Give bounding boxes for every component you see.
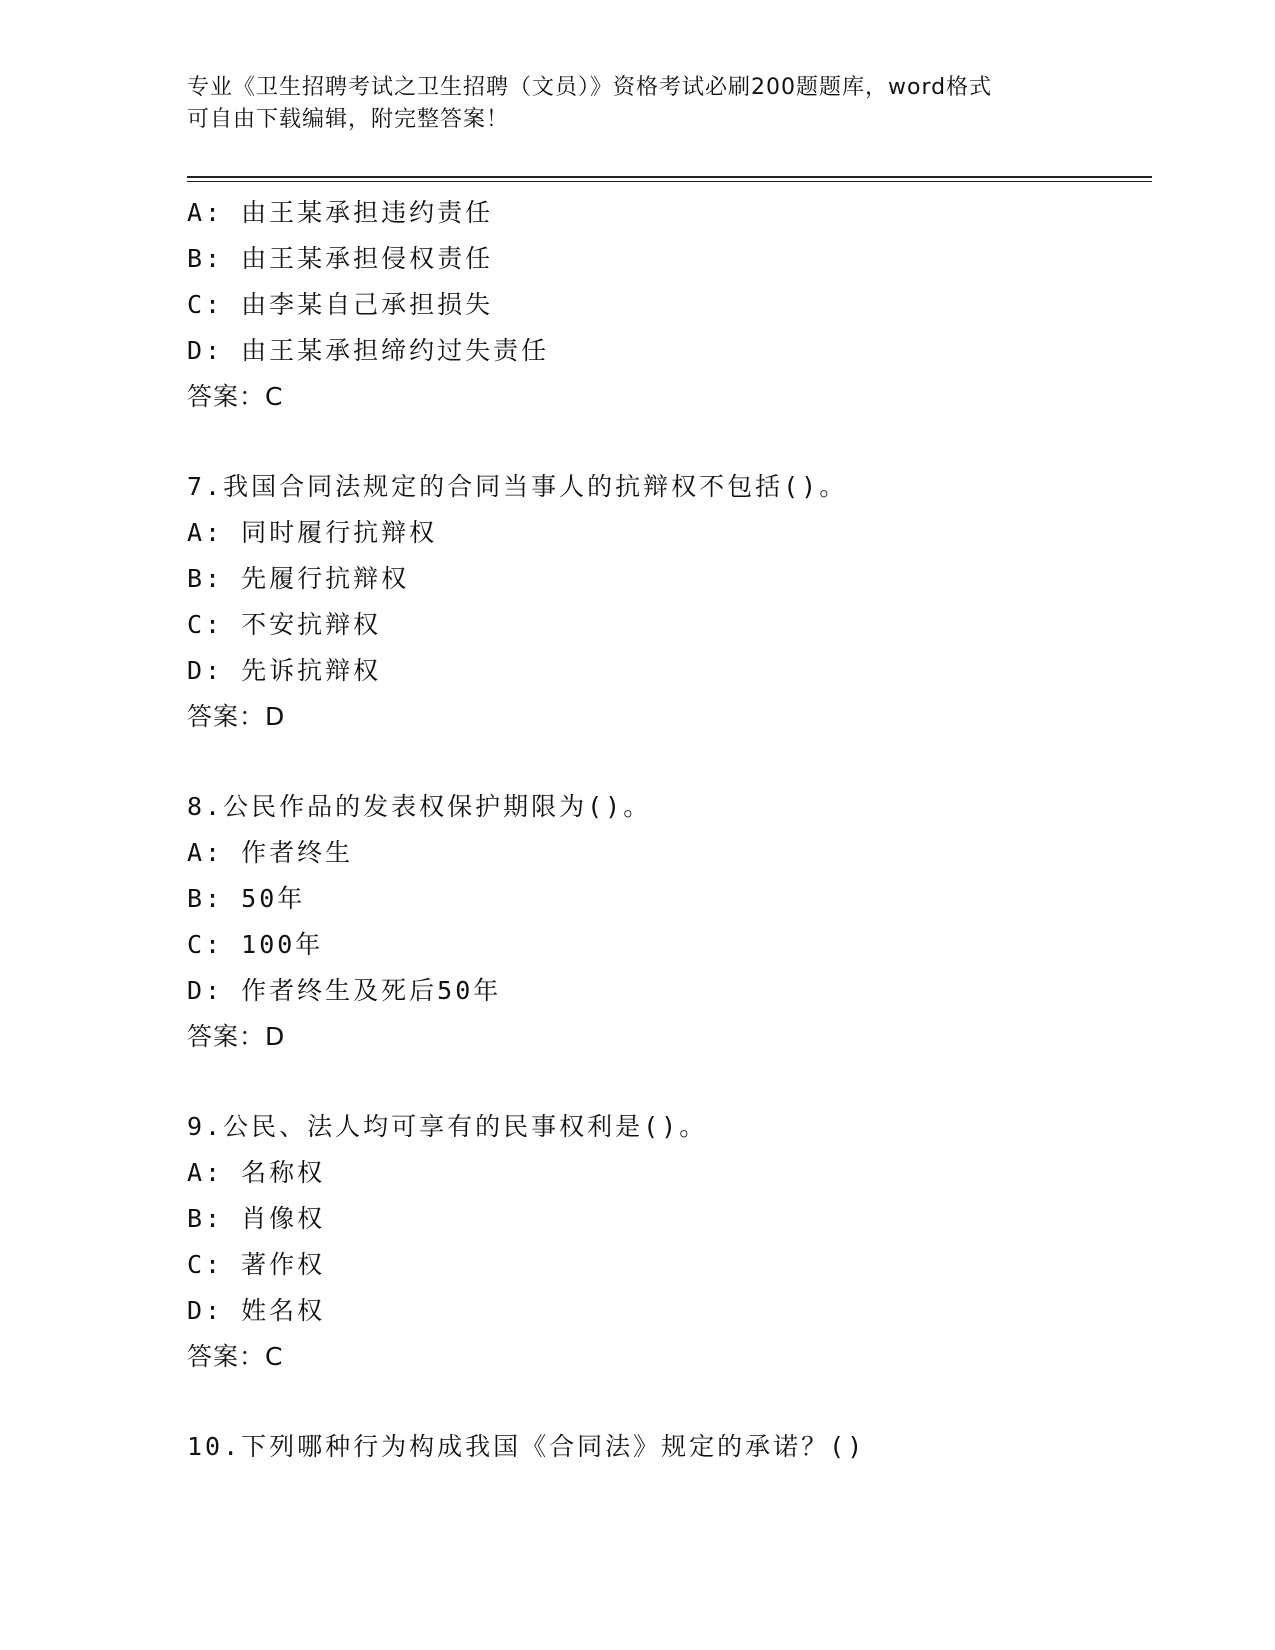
document-header <box>187 72 1087 136</box>
question-8-block <box>187 784 1152 1060</box>
spacer <box>187 420 1152 464</box>
question-6-block <box>187 190 1152 420</box>
spacer <box>187 1380 1152 1424</box>
question-10-text: 10.下列哪种行为构成我国《合同法》规定的承诺？() <box>187 1432 866 1461</box>
question-6-option-d: D: 由王某承担缔约过失责任 <box>187 336 550 365</box>
question-10-block <box>187 1424 1152 1470</box>
question-7-block <box>187 464 1152 740</box>
question-6-option-c: C: 由李某自己承担损失 <box>187 290 494 319</box>
question-7-option-c: C: 不安抗辩权 <box>187 610 382 639</box>
question-9-block <box>187 1104 1152 1380</box>
question-8-text: 8.公民作品的发表权保护期限为()。 <box>187 792 652 821</box>
header-divider-thin <box>187 181 1152 182</box>
question-6-answer: 答案：C <box>187 382 284 411</box>
question-9-option-a: A: 名称权 <box>187 1158 326 1187</box>
question-9-answer: 答案：C <box>187 1342 284 1371</box>
question-7-answer: 答案：D <box>187 702 286 731</box>
header-divider-thick <box>187 176 1152 178</box>
question-8-option-b: B: 50年 <box>187 884 306 913</box>
question-9-text: 9.公民、法人均可享有的民事权利是()。 <box>187 1112 708 1141</box>
question-7-option-a: A: 同时履行抗辩权 <box>187 518 438 547</box>
question-9-option-d: D: 姓名权 <box>187 1296 326 1325</box>
question-8-option-a: A: 作者终生 <box>187 838 354 867</box>
header-title-line-2: 可自由下载编辑，附完整答案！ <box>187 107 510 132</box>
question-list <box>187 190 1152 1470</box>
header-title-line-1: 专业《卫生招聘考试之卫生招聘（文员）》资格考试必刷200题题库，word格式 <box>187 75 993 100</box>
question-8-option-c: C: 100年 <box>187 930 324 959</box>
question-8-answer: 答案：D <box>187 1022 286 1051</box>
question-7-option-d: D: 先诉抗辩权 <box>187 656 382 685</box>
question-6-option-b: B: 由王某承担侵权责任 <box>187 244 494 273</box>
question-6-option-a: A: 由王某承担违约责任 <box>187 198 494 227</box>
question-8-option-d: D: 作者终生及死后50年 <box>187 976 502 1005</box>
spacer <box>187 740 1152 784</box>
question-9-option-b: B: 肖像权 <box>187 1204 326 1233</box>
spacer <box>187 1060 1152 1104</box>
question-7-text: 7.我国合同法规定的合同当事人的抗辩权不包括()。 <box>187 472 848 501</box>
question-9-option-c: C: 著作权 <box>187 1250 326 1279</box>
question-7-option-b: B: 先履行抗辩权 <box>187 564 410 593</box>
